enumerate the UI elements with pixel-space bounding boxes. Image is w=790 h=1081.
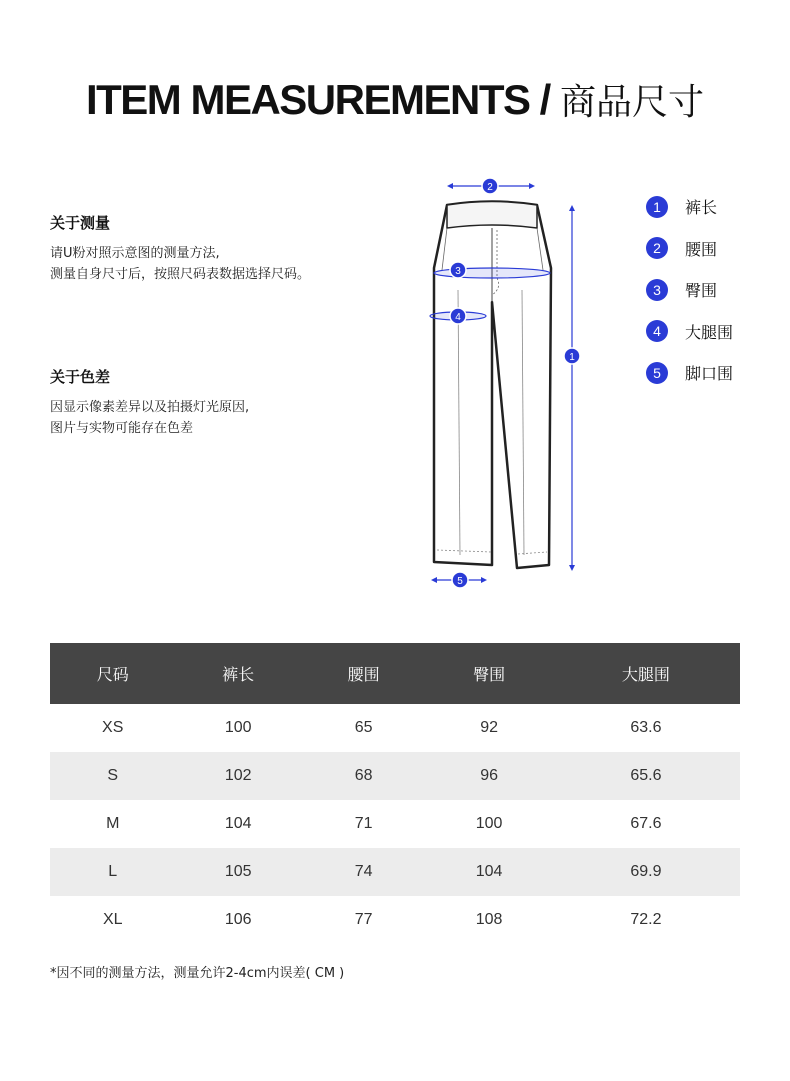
legend-item-hip <box>646 269 733 311</box>
legend-item-hem <box>646 352 733 394</box>
color-note <box>50 366 410 439</box>
table-cell: 68 <box>301 752 426 800</box>
measurement-note <box>50 212 410 285</box>
table-cell: 74 <box>301 848 426 896</box>
table-cell: XS <box>102 719 124 736</box>
legend-number: 1 <box>646 196 668 218</box>
pants-diagram <box>420 170 590 590</box>
measurement-legend <box>646 186 733 394</box>
legend-number: 3 <box>646 279 668 301</box>
legend-label: 脚口围 <box>685 364 734 384</box>
color-note-heading: 关于色差 <box>50 368 111 386</box>
table-cell: 100 <box>475 815 503 832</box>
table-cell: 72.2 <box>630 911 662 928</box>
table-cell: 69.9 <box>552 848 740 896</box>
table-cell: 77 <box>354 911 373 928</box>
column-header-size: 尺码 <box>50 643 175 704</box>
table-cell: 106 <box>224 911 252 928</box>
table-cell: 65 <box>354 719 373 736</box>
table-cell: 67.6 <box>630 815 662 832</box>
legend-label: 大腿围 <box>685 322 734 342</box>
marker-4 <box>450 308 466 324</box>
table-cell: 65.6 <box>552 752 740 800</box>
table-cell: 104 <box>224 815 252 832</box>
table-row <box>50 848 740 896</box>
legend-number: 4 <box>646 320 668 342</box>
legend-label: 腰围 <box>685 239 718 259</box>
legend-number: 2 <box>646 237 668 259</box>
legend-label: 臀围 <box>685 281 718 301</box>
table-cell: XL <box>102 911 123 928</box>
tolerance-footnote: *因不同的测量方法，测量允许2-4cm内误差( CM ) <box>50 966 345 981</box>
table-cell: 102 <box>175 752 300 800</box>
marker-3 <box>450 262 466 278</box>
legend-number: 5 <box>646 362 668 384</box>
table-cell: M <box>106 815 120 832</box>
table-row <box>50 704 740 752</box>
marker-2 <box>482 178 498 194</box>
legend-item-thigh <box>646 311 733 353</box>
marker-5 <box>452 572 468 588</box>
column-header-hip: 臀围 <box>426 643 551 704</box>
svg-text:2: 2 <box>487 182 493 193</box>
legend-item-length <box>646 186 733 228</box>
column-header-thigh: 大腿围 <box>552 643 740 704</box>
page-title <box>0 74 790 125</box>
color-note-line: 因显示像素差异以及拍摄灯光原因, <box>50 400 250 415</box>
table-cell: 105 <box>175 848 300 896</box>
legend-label: 裤长 <box>685 198 718 218</box>
measurement-note-line: 测量自身尺寸后，按照尺码表数据选择尺码。 <box>50 267 311 282</box>
marker-1 <box>564 348 580 364</box>
table-cell: 104 <box>426 848 551 896</box>
table-cell: S <box>50 752 175 800</box>
table-cell: 71 <box>354 815 373 832</box>
table-cell: 96 <box>426 752 551 800</box>
color-note-line: 图片与实物可能存在色差 <box>50 421 194 436</box>
table-cell: 92 <box>480 719 498 736</box>
page-title-en: ITEM MEASUREMENTS / <box>85 76 560 123</box>
svg-text:1: 1 <box>569 352 575 363</box>
measurement-note-heading: 关于测量 <box>50 214 111 232</box>
column-header-length: 裤长 <box>175 643 300 704</box>
svg-text:5: 5 <box>457 576 463 587</box>
pants-outline <box>434 202 551 569</box>
table-row <box>50 896 740 944</box>
size-table <box>50 643 740 944</box>
svg-text:3: 3 <box>455 266 461 277</box>
page-title-cn: 商品尺寸 <box>560 82 705 123</box>
table-cell: 63.6 <box>630 719 662 736</box>
table-cell: 108 <box>475 911 503 928</box>
table-header-row <box>50 643 740 704</box>
table-cell: 100 <box>224 719 252 736</box>
svg-text:4: 4 <box>455 312 461 323</box>
table-row <box>50 800 740 848</box>
measurement-note-line: 请U粉对照示意图的测量方法, <box>50 246 220 261</box>
column-header-waist: 腰围 <box>301 643 426 704</box>
legend-item-waist <box>646 228 733 270</box>
table-cell: L <box>50 848 175 896</box>
table-row <box>50 752 740 800</box>
